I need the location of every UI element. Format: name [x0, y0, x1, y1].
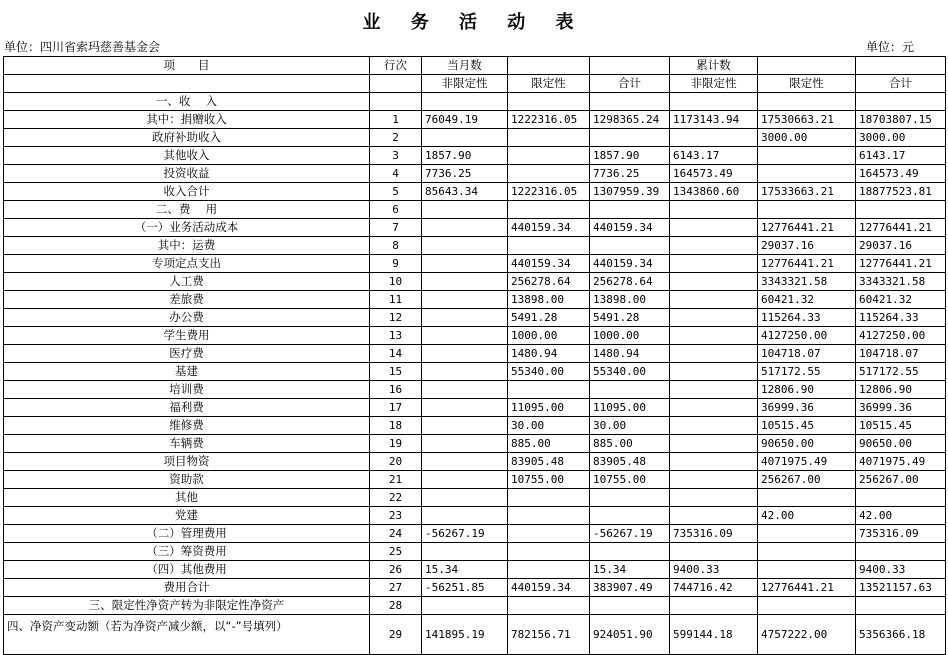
cell-cum-restricted[interactable]: 36999.36: [758, 399, 856, 417]
row-line-number[interactable]: 2: [370, 129, 422, 147]
row-label[interactable]: （四）其他费用: [4, 561, 370, 579]
cell-month-unrestricted[interactable]: [422, 597, 508, 615]
table-row: [4, 525, 946, 543]
cell-month-total[interactable]: 440159.34: [590, 255, 670, 273]
cell-month-total[interactable]: [590, 93, 670, 111]
cell-cum-unrestricted[interactable]: 6143.17: [670, 147, 758, 165]
table-row: [4, 399, 946, 417]
cell-month-restricted[interactable]: 11095.00: [508, 399, 590, 417]
cell-cum-unrestricted[interactable]: 9400.33: [670, 561, 758, 579]
table-row: [4, 615, 946, 655]
cell-month-unrestricted[interactable]: [422, 381, 508, 399]
row-line-number[interactable]: 26: [370, 561, 422, 579]
table-row: [4, 111, 946, 129]
cell-cum-total[interactable]: 104718.07: [856, 345, 946, 363]
organization-unit: 单位：四川省索玛慈善基金会: [4, 40, 161, 54]
cell-cum-unrestricted[interactable]: [670, 597, 758, 615]
row-line-number[interactable]: 24: [370, 525, 422, 543]
cell-month-total[interactable]: [590, 489, 670, 507]
cell-cum-restricted[interactable]: 4757222.00: [758, 615, 856, 655]
cell-cum-total[interactable]: 256267.00: [856, 471, 946, 489]
cell-cum-total[interactable]: 6143.17: [856, 147, 946, 165]
row-line-number[interactable]: 22: [370, 489, 422, 507]
cell-month-unrestricted[interactable]: [422, 543, 508, 561]
cell-month-total[interactable]: 1857.90: [590, 147, 670, 165]
row-label[interactable]: 项目物资: [4, 453, 370, 471]
cell-month-restricted[interactable]: [508, 147, 590, 165]
cell-month-restricted[interactable]: 440159.34: [508, 219, 590, 237]
cell-cum-restricted[interactable]: 60421.32: [758, 291, 856, 309]
cell-month-restricted[interactable]: 782156.71: [508, 615, 590, 655]
cell-month-unrestricted[interactable]: [422, 219, 508, 237]
cell-month-restricted[interactable]: 1222316.05: [508, 183, 590, 201]
cell-month-total[interactable]: 885.00: [590, 435, 670, 453]
cell-month-unrestricted[interactable]: 7736.25: [422, 165, 508, 183]
cell-cum-total[interactable]: 4071975.49: [856, 453, 946, 471]
table-row: [4, 435, 946, 453]
row-label[interactable]: 费用合计: [4, 579, 370, 597]
row-line-number[interactable]: 20: [370, 453, 422, 471]
row-line-number[interactable]: 14: [370, 345, 422, 363]
report-title: 业 务 活 动 表: [362, 12, 586, 33]
row-line-number[interactable]: 19: [370, 435, 422, 453]
header-month-restricted[interactable]: 限定性: [508, 75, 590, 93]
cell-month-total[interactable]: [590, 507, 670, 525]
row-line-number[interactable]: 8: [370, 237, 422, 255]
cell-cum-unrestricted[interactable]: [670, 219, 758, 237]
cell-month-unrestricted[interactable]: [422, 129, 508, 147]
cell-cum-total[interactable]: [856, 597, 946, 615]
table-row: [4, 453, 946, 471]
row-line-number[interactable]: 1: [370, 111, 422, 129]
header-row-1: [4, 57, 946, 75]
cell-cum-unrestricted[interactable]: [670, 417, 758, 435]
header-blank[interactable]: [370, 75, 422, 93]
row-label[interactable]: 其中：捐赠收入: [4, 111, 370, 129]
cell-cum-unrestricted[interactable]: 1173143.94: [670, 111, 758, 129]
row-label[interactable]: 一、收 入: [4, 93, 370, 111]
cell-month-total[interactable]: 256278.64: [590, 273, 670, 291]
cell-cum-restricted[interactable]: 10515.45: [758, 417, 856, 435]
row-line-number[interactable]: 15: [370, 363, 422, 381]
cell-month-total[interactable]: [590, 597, 670, 615]
cell-cum-unrestricted[interactable]: [670, 291, 758, 309]
cell-month-total[interactable]: 15.34: [590, 561, 670, 579]
cell-month-total[interactable]: 440159.34: [590, 219, 670, 237]
row-line-number[interactable]: 27: [370, 579, 422, 597]
cell-month-total[interactable]: [590, 129, 670, 147]
cell-month-restricted[interactable]: [508, 165, 590, 183]
cell-cum-total[interactable]: 10515.45: [856, 417, 946, 435]
cell-month-total[interactable]: 7736.25: [590, 165, 670, 183]
cell-month-restricted[interactable]: 1222316.05: [508, 111, 590, 129]
cell-cum-total[interactable]: [856, 543, 946, 561]
table-row: [4, 363, 946, 381]
row-label[interactable]: 培训费: [4, 381, 370, 399]
row-label[interactable]: 医疗费: [4, 345, 370, 363]
cell-month-restricted[interactable]: 1000.00: [508, 327, 590, 345]
header-cum-total[interactable]: 合计: [856, 75, 946, 93]
cell-month-unrestricted[interactable]: [422, 237, 508, 255]
cell-month-restricted[interactable]: [508, 93, 590, 111]
row-label[interactable]: 福利费: [4, 399, 370, 417]
row-line-number[interactable]: 6: [370, 201, 422, 219]
row-line-number[interactable]: 12: [370, 309, 422, 327]
cell-cum-unrestricted[interactable]: [670, 237, 758, 255]
table-row: [4, 129, 946, 147]
cell-cum-unrestricted[interactable]: [670, 309, 758, 327]
row-line-number[interactable]: 18: [370, 417, 422, 435]
cell-cum-restricted[interactable]: 29037.16: [758, 237, 856, 255]
cell-month-unrestricted[interactable]: [422, 93, 508, 111]
cell-month-total[interactable]: [590, 381, 670, 399]
row-label[interactable]: 专项定点支出: [4, 255, 370, 273]
cell-month-restricted[interactable]: [508, 561, 590, 579]
cell-cum-unrestricted[interactable]: [670, 399, 758, 417]
cell-cum-restricted[interactable]: 12776441.21: [758, 255, 856, 273]
header-cumulative[interactable]: 累计数: [670, 57, 758, 75]
cell-month-total[interactable]: 383907.49: [590, 579, 670, 597]
cell-month-unrestricted[interactable]: 85643.34: [422, 183, 508, 201]
header-month-total[interactable]: 合计: [590, 75, 670, 93]
cell-cum-restricted[interactable]: 12776441.21: [758, 579, 856, 597]
row-label[interactable]: （一）业务活动成本: [4, 219, 370, 237]
cell-month-unrestricted[interactable]: [422, 507, 508, 525]
cell-month-restricted[interactable]: 13898.00: [508, 291, 590, 309]
table-row: [4, 309, 946, 327]
row-label[interactable]: 资助款: [4, 471, 370, 489]
cell-month-unrestricted[interactable]: [422, 345, 508, 363]
row-label[interactable]: 维修费: [4, 417, 370, 435]
cell-cum-unrestricted[interactable]: 599144.18: [670, 615, 758, 655]
cell-month-total[interactable]: 5491.28: [590, 309, 670, 327]
cell-cum-unrestricted[interactable]: 744716.42: [670, 579, 758, 597]
row-label[interactable]: 学生费用: [4, 327, 370, 345]
cell-month-total[interactable]: 10755.00: [590, 471, 670, 489]
cell-cum-restricted[interactable]: [758, 489, 856, 507]
cell-month-unrestricted[interactable]: [422, 399, 508, 417]
row-line-number[interactable]: 9: [370, 255, 422, 273]
header-line[interactable]: 行次: [370, 57, 422, 75]
table-row: [4, 201, 946, 219]
cell-cum-total[interactable]: 3000.00: [856, 129, 946, 147]
cell-month-total[interactable]: 30.00: [590, 417, 670, 435]
row-label[interactable]: 四、净资产变动额（若为净资产减少额，以“-”号填列）: [4, 615, 370, 655]
row-label[interactable]: 基建: [4, 363, 370, 381]
row-line-number[interactable]: 11: [370, 291, 422, 309]
cell-cum-unrestricted[interactable]: [670, 363, 758, 381]
header-blank[interactable]: [856, 57, 946, 75]
table-row: [4, 471, 946, 489]
table-row: [4, 219, 946, 237]
row-line-number[interactable]: [370, 93, 422, 111]
header-blank[interactable]: [508, 57, 590, 75]
table-row: [4, 237, 946, 255]
table-row: [4, 597, 946, 615]
cell-cum-total[interactable]: 90650.00: [856, 435, 946, 453]
header-blank[interactable]: [4, 75, 370, 93]
row-line-number[interactable]: 13: [370, 327, 422, 345]
row-line-number[interactable]: 23: [370, 507, 422, 525]
cell-cum-total[interactable]: 18703807.15: [856, 111, 946, 129]
row-line-number[interactable]: 21: [370, 471, 422, 489]
cell-month-unrestricted[interactable]: [422, 201, 508, 219]
table-row: [4, 507, 946, 525]
header-item[interactable]: 项 目: [4, 57, 370, 75]
row-label[interactable]: 政府补助收入: [4, 129, 370, 147]
cell-cum-restricted[interactable]: 90650.00: [758, 435, 856, 453]
cell-cum-total[interactable]: 12806.90: [856, 381, 946, 399]
cell-month-unrestricted[interactable]: [422, 309, 508, 327]
cell-month-unrestricted[interactable]: [422, 471, 508, 489]
cell-cum-total[interactable]: 42.00: [856, 507, 946, 525]
table-row: [4, 345, 946, 363]
header-cum-unrestricted[interactable]: 非限定性: [670, 75, 758, 93]
cell-cum-unrestricted[interactable]: [670, 507, 758, 525]
table-row: [4, 255, 946, 273]
cell-cum-restricted[interactable]: [758, 165, 856, 183]
table-row: [4, 489, 946, 507]
cell-month-restricted[interactable]: [508, 597, 590, 615]
cell-cum-unrestricted[interactable]: [670, 543, 758, 561]
cell-cum-total[interactable]: 18877523.81: [856, 183, 946, 201]
cell-month-restricted[interactable]: [508, 525, 590, 543]
row-label[interactable]: 三、限定性净资产转为非限定性净资产: [4, 597, 370, 615]
cell-cum-restricted[interactable]: 42.00: [758, 507, 856, 525]
cell-cum-restricted[interactable]: 3000.00: [758, 129, 856, 147]
row-label[interactable]: 差旅费: [4, 291, 370, 309]
table-row: [4, 579, 946, 597]
cell-month-unrestricted[interactable]: [422, 363, 508, 381]
cell-month-total[interactable]: -56267.19: [590, 525, 670, 543]
cell-cum-restricted[interactable]: [758, 147, 856, 165]
cell-cum-total[interactable]: 3343321.58: [856, 273, 946, 291]
cell-cum-restricted[interactable]: 4071975.49: [758, 453, 856, 471]
cell-cum-total[interactable]: 735316.09: [856, 525, 946, 543]
cell-cum-unrestricted[interactable]: 1343860.60: [670, 183, 758, 201]
table-row: [4, 147, 946, 165]
cell-month-total[interactable]: 11095.00: [590, 399, 670, 417]
row-label[interactable]: 其他收入: [4, 147, 370, 165]
row-line-number[interactable]: 3: [370, 147, 422, 165]
cell-cum-restricted[interactable]: [758, 201, 856, 219]
cell-month-unrestricted[interactable]: -56251.85: [422, 579, 508, 597]
header-blank[interactable]: [758, 57, 856, 75]
cell-cum-total[interactable]: 517172.55: [856, 363, 946, 381]
cell-cum-restricted[interactable]: 3343321.58: [758, 273, 856, 291]
table-row: [4, 561, 946, 579]
row-line-number[interactable]: 7: [370, 219, 422, 237]
cell-cum-total[interactable]: 12776441.21: [856, 219, 946, 237]
cell-cum-total[interactable]: 13521157.63: [856, 579, 946, 597]
row-line-number[interactable]: 28: [370, 597, 422, 615]
table-row: [4, 327, 946, 345]
cell-cum-unrestricted[interactable]: [670, 129, 758, 147]
row-label[interactable]: 车辆费: [4, 435, 370, 453]
row-label[interactable]: 党建: [4, 507, 370, 525]
cell-month-unrestricted[interactable]: [422, 327, 508, 345]
cell-month-total[interactable]: 55340.00: [590, 363, 670, 381]
row-label[interactable]: 二、费 用: [4, 201, 370, 219]
cell-cum-unrestricted[interactable]: [670, 489, 758, 507]
cell-month-total[interactable]: [590, 201, 670, 219]
row-line-number[interactable]: 16: [370, 381, 422, 399]
cell-cum-restricted[interactable]: 12806.90: [758, 381, 856, 399]
header-row-2: [4, 75, 946, 93]
cell-month-restricted[interactable]: 83905.48: [508, 453, 590, 471]
currency-unit: 单位：元: [866, 40, 915, 54]
cell-month-unrestricted[interactable]: [422, 417, 508, 435]
cell-cum-restricted[interactable]: 12776441.21: [758, 219, 856, 237]
row-label[interactable]: 其他: [4, 489, 370, 507]
cell-cum-restricted[interactable]: 517172.55: [758, 363, 856, 381]
row-line-number[interactable]: 29: [370, 615, 422, 655]
cell-month-total[interactable]: 1000.00: [590, 327, 670, 345]
cell-cum-total[interactable]: 4127250.00: [856, 327, 946, 345]
cell-month-restricted[interactable]: [508, 507, 590, 525]
cell-cum-unrestricted[interactable]: [670, 453, 758, 471]
cell-month-restricted[interactable]: 30.00: [508, 417, 590, 435]
cell-cum-unrestricted[interactable]: [670, 435, 758, 453]
cell-cum-total[interactable]: 12776441.21: [856, 255, 946, 273]
cell-cum-restricted[interactable]: 17530663.21: [758, 111, 856, 129]
row-label[interactable]: 投资收益: [4, 165, 370, 183]
cell-month-unrestricted[interactable]: 141895.19: [422, 615, 508, 655]
table-row: [4, 273, 946, 291]
cell-cum-unrestricted[interactable]: 735316.09: [670, 525, 758, 543]
table-row: [4, 165, 946, 183]
cell-month-unrestricted[interactable]: [422, 273, 508, 291]
header-month[interactable]: 当月数: [422, 57, 508, 75]
cell-month-unrestricted[interactable]: 76049.19: [422, 111, 508, 129]
cell-cum-restricted[interactable]: 256267.00: [758, 471, 856, 489]
row-label[interactable]: 其中：运费: [4, 237, 370, 255]
cell-cum-total[interactable]: 9400.33: [856, 561, 946, 579]
cell-month-restricted[interactable]: 440159.34: [508, 255, 590, 273]
table-row: [4, 291, 946, 309]
cell-month-unrestricted[interactable]: 1857.90: [422, 147, 508, 165]
cell-cum-total[interactable]: 115264.33: [856, 309, 946, 327]
cell-cum-unrestricted[interactable]: [670, 93, 758, 111]
cell-month-restricted[interactable]: 440159.34: [508, 579, 590, 597]
cell-cum-unrestricted[interactable]: [670, 201, 758, 219]
header-blank[interactable]: [590, 57, 670, 75]
cell-cum-unrestricted[interactable]: 164573.49: [670, 165, 758, 183]
cell-month-total[interactable]: 1307959.39: [590, 183, 670, 201]
table-row: [4, 183, 946, 201]
table-row: [4, 543, 946, 561]
cell-cum-total[interactable]: [856, 489, 946, 507]
row-line-number[interactable]: 25: [370, 543, 422, 561]
cell-month-unrestricted[interactable]: [422, 291, 508, 309]
cell-month-total[interactable]: [590, 543, 670, 561]
cell-month-restricted[interactable]: [508, 543, 590, 561]
cell-cum-total[interactable]: [856, 93, 946, 111]
row-label[interactable]: 办公费: [4, 309, 370, 327]
cell-month-total[interactable]: 1480.94: [590, 345, 670, 363]
cell-cum-restricted[interactable]: 115264.33: [758, 309, 856, 327]
row-label[interactable]: 人工费: [4, 273, 370, 291]
cell-cum-restricted[interactable]: [758, 543, 856, 561]
row-line-number[interactable]: 5: [370, 183, 422, 201]
header-cum-restricted[interactable]: 限定性: [758, 75, 856, 93]
cell-month-total[interactable]: [590, 237, 670, 255]
cell-month-unrestricted[interactable]: [422, 453, 508, 471]
header-month-unrestricted[interactable]: 非限定性: [422, 75, 508, 93]
cell-month-unrestricted[interactable]: [422, 255, 508, 273]
cell-cum-total[interactable]: [856, 201, 946, 219]
table-row: [4, 381, 946, 399]
cell-cum-total[interactable]: 60421.32: [856, 291, 946, 309]
cell-cum-total[interactable]: 36999.36: [856, 399, 946, 417]
cell-month-total[interactable]: 83905.48: [590, 453, 670, 471]
cell-month-restricted[interactable]: 1480.94: [508, 345, 590, 363]
cell-cum-unrestricted[interactable]: [670, 255, 758, 273]
cell-month-restricted[interactable]: [508, 489, 590, 507]
cell-month-unrestricted[interactable]: 15.34: [422, 561, 508, 579]
cell-month-restricted[interactable]: 256278.64: [508, 273, 590, 291]
cell-month-restricted[interactable]: 885.00: [508, 435, 590, 453]
row-line-number[interactable]: 4: [370, 165, 422, 183]
cell-month-restricted[interactable]: [508, 201, 590, 219]
cell-cum-unrestricted[interactable]: [670, 327, 758, 345]
cell-month-restricted[interactable]: 55340.00: [508, 363, 590, 381]
cell-cum-unrestricted[interactable]: [670, 381, 758, 399]
cell-month-unrestricted[interactable]: [422, 435, 508, 453]
cell-cum-total[interactable]: 164573.49: [856, 165, 946, 183]
cell-cum-restricted[interactable]: [758, 525, 856, 543]
row-label[interactable]: （三）筹资费用: [4, 543, 370, 561]
cell-month-unrestricted[interactable]: -56267.19: [422, 525, 508, 543]
table-row: [4, 93, 946, 111]
cell-month-unrestricted[interactable]: [422, 489, 508, 507]
row-label[interactable]: 收入合计: [4, 183, 370, 201]
cell-cum-total[interactable]: 29037.16: [856, 237, 946, 255]
cell-month-restricted[interactable]: [508, 129, 590, 147]
cell-month-restricted[interactable]: [508, 381, 590, 399]
cell-month-total[interactable]: 1298365.24: [590, 111, 670, 129]
cell-cum-restricted[interactable]: [758, 93, 856, 111]
row-line-number[interactable]: 10: [370, 273, 422, 291]
activity-table: [3, 56, 946, 655]
cell-cum-restricted[interactable]: [758, 561, 856, 579]
cell-month-total[interactable]: 924051.90: [590, 615, 670, 655]
row-line-number[interactable]: 17: [370, 399, 422, 417]
cell-cum-unrestricted[interactable]: [670, 471, 758, 489]
table-row: [4, 417, 946, 435]
row-label[interactable]: （二）管理费用: [4, 525, 370, 543]
cell-cum-restricted[interactable]: [758, 597, 856, 615]
cell-month-restricted[interactable]: 5491.28: [508, 309, 590, 327]
cell-month-restricted[interactable]: 10755.00: [508, 471, 590, 489]
cell-cum-unrestricted[interactable]: [670, 345, 758, 363]
cell-cum-restricted[interactable]: 4127250.00: [758, 327, 856, 345]
cell-month-total[interactable]: 13898.00: [590, 291, 670, 309]
cell-cum-total[interactable]: 5356366.18: [856, 615, 946, 655]
cell-cum-restricted[interactable]: 17533663.21: [758, 183, 856, 201]
cell-cum-restricted[interactable]: 104718.07: [758, 345, 856, 363]
cell-cum-unrestricted[interactable]: [670, 273, 758, 291]
cell-month-restricted[interactable]: [508, 237, 590, 255]
